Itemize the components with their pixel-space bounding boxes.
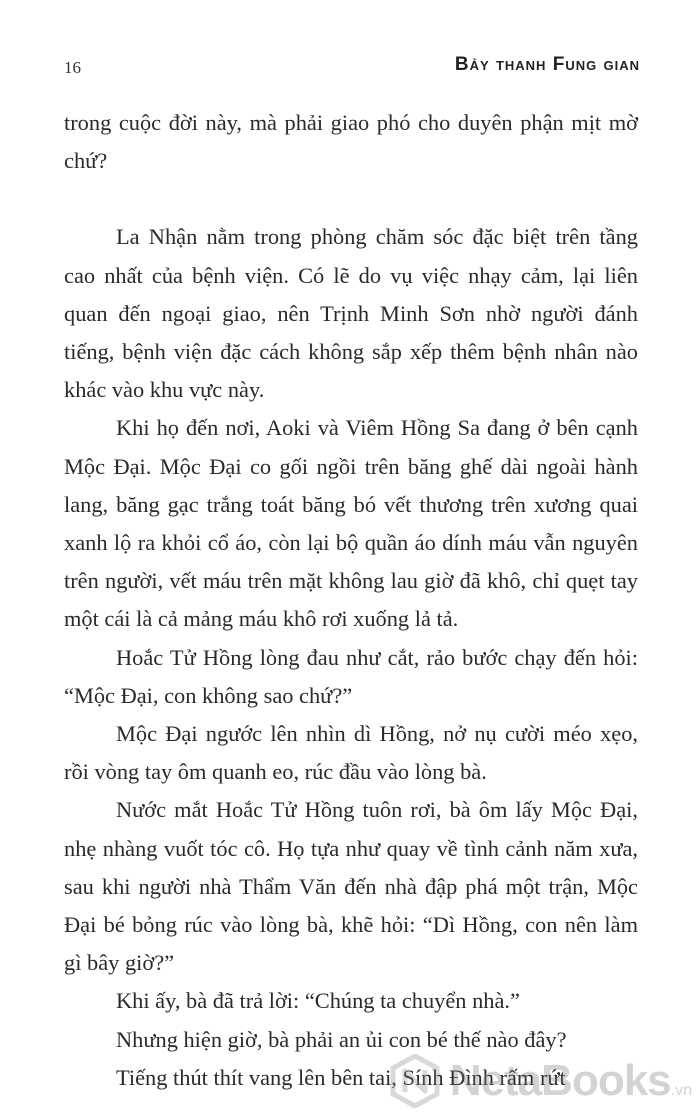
paragraph: La Nhận nằm trong phòng chăm sóc đặc biệt trên tầng cao nhất của bệnh viện. Có lẽ do vụ việc nhạy cảm, lại liên quan đến ngoại giao, nên Trịnh Minh Sơn nhờ người đánh tiếng, bệnh viện đặc cách không sắp xếp thêm bệnh nhân nào khác vào khu vực này. [64, 224, 638, 403]
paragraph-continued: trong cuộc đời này, mà phải giao phó cho duyên phận mịt mờ chứ? [64, 110, 638, 174]
paragraph: Nhưng hiện giờ, bà phải an ủi con bé thế nào đây? [116, 1026, 567, 1052]
paragraph: Khi họ đến nơi, Aoki và Viêm Hồng Sa đang ở bên cạnh Mộc Đại. Mộc Đại co gối ngồi trên băng ghế dài ngoài hành lang, băng gạc trắng toát băng bó vết thương trên xương quai xanh lộ ra khỏi cổ áo, còn lại bộ quần áo dính máu vẫn nguyên trên người, vết máu trên mặt không lau giờ đã khô, chỉ quẹt tay một cái là cả mảng máu khô rơi xuống lả tả. [64, 415, 638, 632]
paragraph: Nước mắt Hoắc Tử Hồng tuôn rơi, bà ôm lấy Mộc Đại, nhẹ nhàng vuốt tóc cô. Họ tựa như quay về tình cảnh năm xưa, sau khi người nhà Thẩm Văn đến nhà đập phá một trận, Mộc Đại bé bỏng rúc vào lòng bà, khẽ hỏi: “Dì Hồng, con nên làm gì bây giờ?” [64, 797, 638, 976]
body-text [64, 104, 638, 1097]
paragraph: Mộc Đại ngước lên nhìn dì Hồng, nở nụ cười méo xẹo, rồi vòng tay ôm quanh eo, rúc đầu vào lòng bà. [64, 721, 638, 785]
paragraph: Hoắc Tử Hồng lòng đau như cắt, rảo bước chạy đến hỏi: “Mộc Đại, con không sao chứ?” [64, 644, 638, 708]
watermark-brand: NetaBooks.vn [449, 1056, 692, 1105]
watermark [388, 1054, 692, 1108]
running-head-title: Bảy thanh Fung gian [454, 54, 640, 75]
page-number: 16 [64, 58, 81, 77]
netabooks-logo-icon [388, 1054, 442, 1108]
paragraph: Tiếng thút thít vang lên bên tai, Sính Đình rấm rứt [116, 1064, 566, 1090]
watermark-suffix: .vn [670, 1082, 692, 1099]
paragraph: Khi ấy, bà đã trả lời: “Chúng ta chuyển nhà.” [116, 988, 520, 1014]
